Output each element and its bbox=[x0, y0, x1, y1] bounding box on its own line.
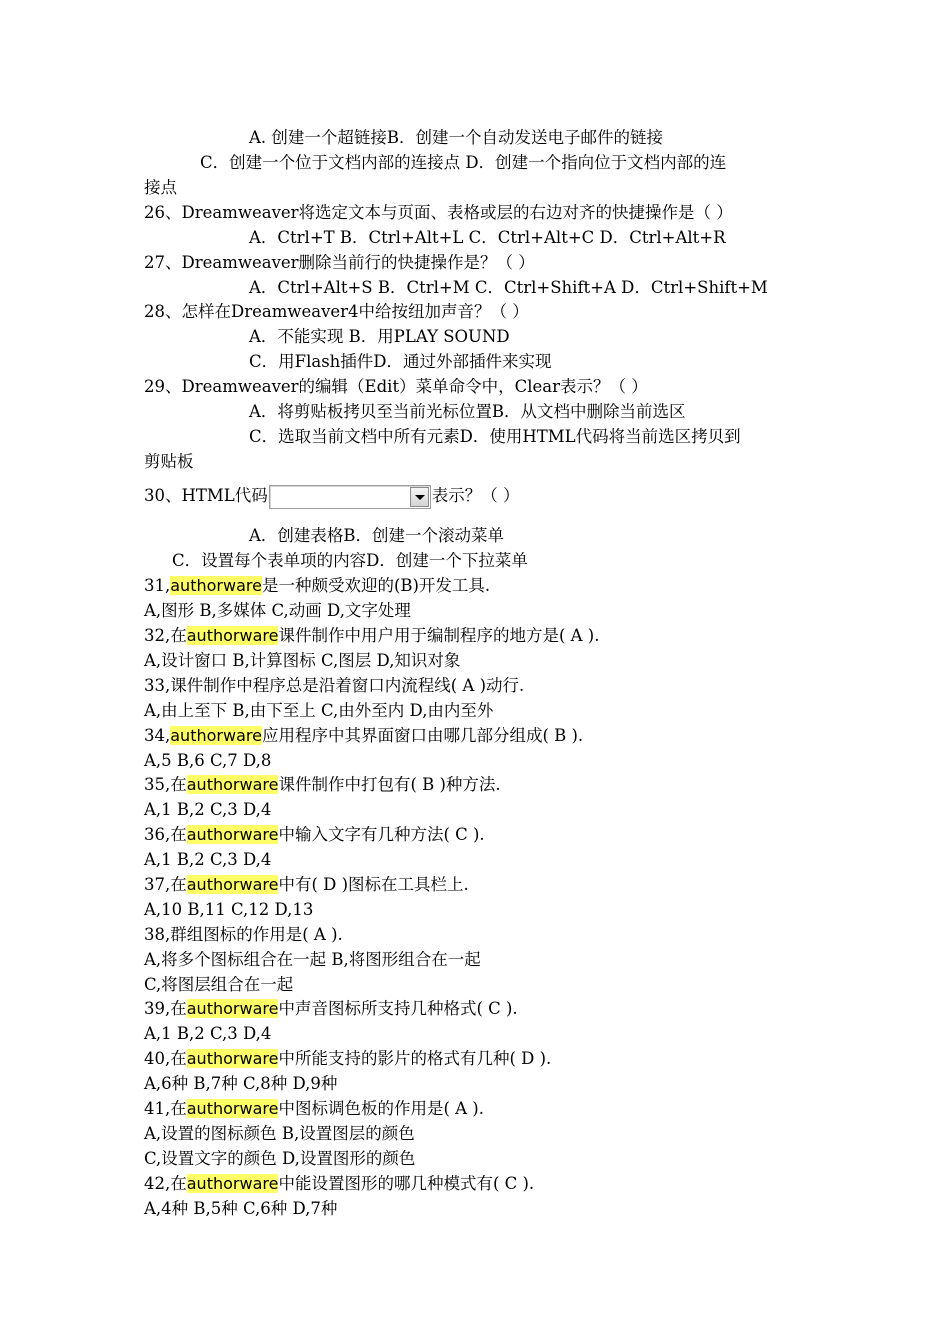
question-42 bbox=[144, 1174, 534, 1194]
text-part: 中所能支持的影片的格式有几种( D ). bbox=[278, 1049, 552, 1068]
text-line: A,设计窗口 B,计算图标 C,图层 D,知识对象 bbox=[144, 651, 461, 670]
chevron-down-icon[interactable] bbox=[410, 487, 429, 507]
text-line: C．用Flash插件D．通过外部插件来实现 bbox=[249, 352, 552, 371]
question-28: 28、怎样在Dreamweaver4中给按纽加声音？（ ） bbox=[144, 302, 529, 321]
question-27: 27、Dreamweaver删除当前行的快捷操作是？（ ） bbox=[144, 253, 535, 272]
text-part: 39,在 bbox=[144, 999, 187, 1018]
question-38: 38,群组图标的作用是( A ). bbox=[144, 925, 343, 944]
text-line: A,将多个图标组合在一起 B,将图形组合在一起 bbox=[144, 950, 481, 969]
text-line: A,1 B,2 C,3 D,4 bbox=[144, 800, 272, 819]
text-line: A,图形 B,多媒体 C,动画 D,文字处理 bbox=[144, 601, 411, 620]
text-line: A,6种 B,7种 C,8种 D,9种 bbox=[144, 1074, 338, 1093]
highlight-term: authorware bbox=[186, 875, 279, 894]
text-line: A,5 B,6 C,7 D,8 bbox=[144, 751, 272, 770]
question-31 bbox=[144, 576, 490, 596]
text-line: A,1 B,2 C,3 D,4 bbox=[144, 1024, 272, 1043]
text-line: A．Ctrl+T B．Ctrl+Alt+L C．Ctrl+Alt+C D．Ctrl+Alt+R bbox=[249, 228, 726, 247]
text-part: 30、HTML代码 bbox=[144, 486, 268, 505]
text-line: A．Ctrl+Alt+S B．Ctrl+M C．Ctrl+Shift+A D．Ctrl+Shift+M bbox=[249, 278, 768, 297]
text-line: 剪贴板 bbox=[144, 452, 194, 471]
highlight-term: authorware bbox=[170, 576, 262, 595]
text-line: C．选取当前文档中所有元素D．使用HTML代码将当前选区拷贝到 bbox=[249, 427, 741, 446]
text-part: 31, bbox=[144, 576, 171, 595]
question-30 bbox=[144, 484, 520, 508]
text-line: A,4种 B,5种 C,6种 D,7种 bbox=[144, 1199, 338, 1218]
text-part: 40,在 bbox=[144, 1049, 187, 1068]
question-32 bbox=[144, 626, 599, 646]
text-line: A．将剪贴板拷贝至当前光标位置B．从文档中删除当前选区 bbox=[249, 402, 686, 421]
text-part: 中声音图标所支持几种格式( C ). bbox=[278, 999, 518, 1018]
text-line: C,设置文字的颜色 D,设置图形的颜色 bbox=[144, 1149, 416, 1168]
highlight-term: authorware bbox=[186, 1099, 279, 1118]
question-33: 33,课件制作中程序总是沿着窗口内流程线( A )动行. bbox=[144, 676, 525, 695]
question-37 bbox=[144, 875, 469, 895]
text-part: 表示？（ ） bbox=[431, 486, 520, 505]
text-part: 中图标调色板的作用是( A ). bbox=[278, 1099, 484, 1118]
text-part: 32,在 bbox=[144, 626, 187, 645]
text-line: A,10 B,11 C,12 D,13 bbox=[144, 900, 314, 919]
text-part: 36,在 bbox=[144, 825, 187, 844]
text-line: A．创建表格B．创建一个滚动菜单 bbox=[249, 526, 505, 545]
text-part: 应用程序中其界面窗口由哪几部分组成( B ). bbox=[261, 726, 584, 745]
text-line: 接点 bbox=[144, 178, 177, 197]
highlight-term: authorware bbox=[186, 1049, 279, 1068]
text-line: C．设置每个表单项的内容D．创建一个下拉菜单 bbox=[172, 551, 528, 570]
text-part: 中输入文字有几种方法( C ). bbox=[278, 825, 485, 844]
text-line: A,由上至下 B,由下至上 C,由外至内 D,由内至外 bbox=[144, 701, 494, 720]
text-part: 35,在 bbox=[144, 775, 187, 794]
text-line: A. 创建一个超链接B．创建一个自动发送电子邮件的链接 bbox=[249, 128, 664, 147]
question-26: 26、Dreamweaver将选定文本与页面、表格或层的右边对齐的快捷操作是（ ） bbox=[144, 203, 733, 222]
highlight-term: authorware bbox=[186, 626, 279, 645]
text-line: C．创建一个位于文档内部的连接点 D．创建一个指向位于文档内部的连 bbox=[200, 153, 727, 172]
text-line: A,设置的图标颜色 B,设置图层的颜色 bbox=[144, 1124, 415, 1143]
highlight-term: authorware bbox=[186, 825, 279, 844]
highlight-term: authorware bbox=[170, 726, 262, 745]
question-40 bbox=[144, 1049, 551, 1069]
question-29: 29、Dreamweaver的编辑（Edit）菜单命令中，Clear表示？（ ） bbox=[144, 377, 648, 396]
text-line: C,将图层组合在一起 bbox=[144, 975, 294, 994]
highlight-term: authorware bbox=[186, 1174, 279, 1193]
question-35 bbox=[144, 775, 501, 795]
question-36 bbox=[144, 825, 485, 845]
text-part: 是一种颇受欢迎的(B)开发工具. bbox=[261, 576, 491, 595]
question-41 bbox=[144, 1099, 484, 1119]
text-part: 37,在 bbox=[144, 875, 187, 894]
text-part: 41,在 bbox=[144, 1099, 187, 1118]
text-part: 中能设置图形的哪几种模式有( C ). bbox=[278, 1174, 535, 1193]
text-part: 42,在 bbox=[144, 1174, 187, 1193]
text-part: 课件制作中用户用于编制程序的地方是( A ). bbox=[278, 626, 600, 645]
question-34 bbox=[144, 726, 583, 746]
highlight-term: authorware bbox=[186, 999, 279, 1018]
highlight-term: authorware bbox=[186, 775, 279, 794]
text-line: A,1 B,2 C,3 D,4 bbox=[144, 850, 272, 869]
dropdown-select[interactable] bbox=[269, 485, 431, 509]
text-part: 课件制作中打包有( B )种方法. bbox=[278, 775, 501, 794]
text-part: 中有( D )图标在工具栏上. bbox=[278, 875, 469, 894]
text-line: A．不能实现 B．用PLAY SOUND bbox=[249, 327, 510, 346]
question-39 bbox=[144, 999, 518, 1019]
text-part: 34, bbox=[144, 726, 171, 745]
